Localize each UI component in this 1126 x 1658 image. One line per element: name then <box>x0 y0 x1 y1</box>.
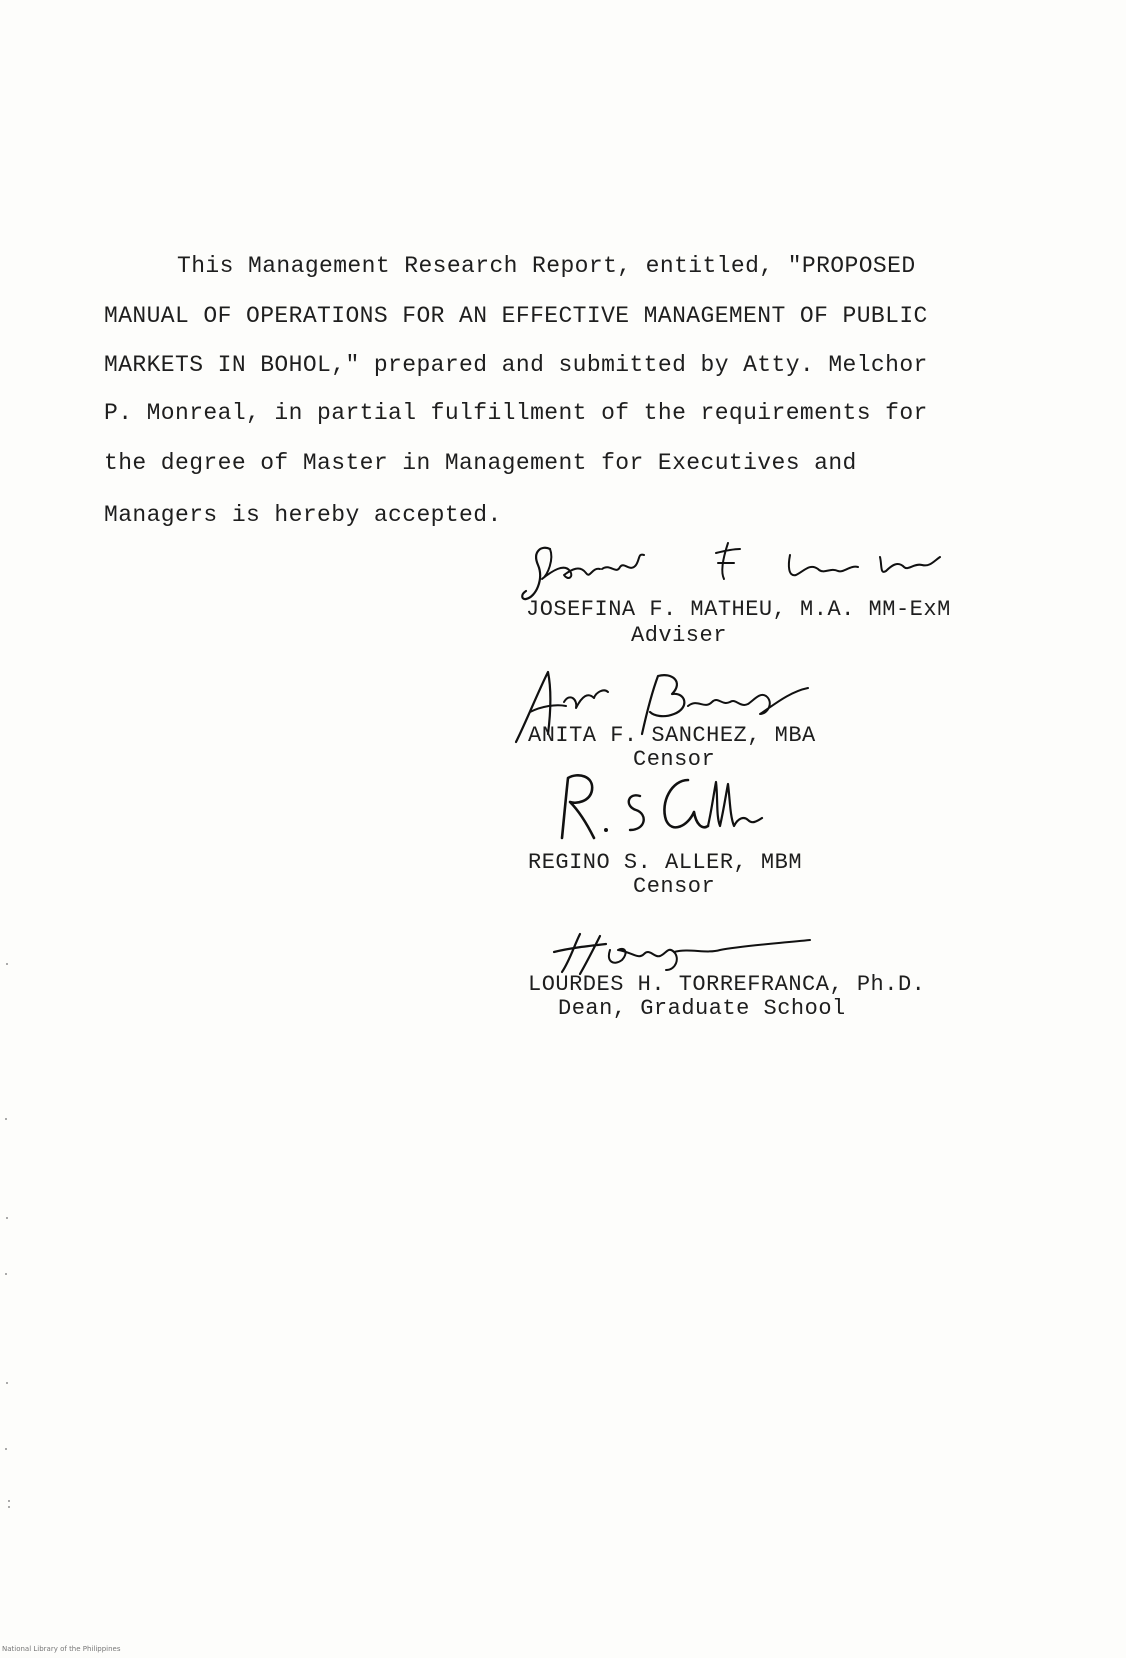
paragraph-line: MANUAL OF OPERATIONS FOR AN EFFECTIVE MANAGEMENT OF PUBLIC <box>104 303 928 329</box>
signatory-role: Censor <box>633 874 716 899</box>
signature-aller <box>548 768 778 848</box>
scan-speck <box>6 1217 8 1219</box>
scan-speck <box>5 1448 7 1450</box>
signatory-name: ANITA F. SANCHEZ, MBA <box>528 723 816 748</box>
scan-speck <box>8 1500 10 1502</box>
signatory-role: Adviser <box>631 623 727 648</box>
footer-watermark: National Library of the Philippines <box>2 1645 121 1653</box>
paragraph-line: the degree of Master in Management for Executives and <box>104 450 857 476</box>
signatory-name: JOSEFINA F. MATHEU, M.A. MM-ExM <box>526 597 951 622</box>
scan-speck <box>6 963 8 965</box>
scan-speck <box>5 1118 7 1120</box>
scan-speck <box>5 1273 7 1275</box>
signatory-role: Dean, Graduate School <box>558 996 846 1021</box>
signatory-role: Censor <box>633 747 716 772</box>
paragraph-line: This Management Research Report, entitled, "PROPOSED <box>177 253 916 279</box>
signatory-name: LOURDES H. TORREFRANCA, Ph.D. <box>528 972 926 997</box>
paragraph-line: P. Monreal, in partial fulfillment of the requirements for <box>104 400 928 426</box>
signatory-name: REGINO S. ALLER, MBM <box>528 850 803 875</box>
scan-speck <box>8 1506 10 1508</box>
paragraph-line: MARKETS IN BOHOL," prepared and submitted by Atty. Melchor <box>104 352 928 378</box>
scan-speck <box>6 1382 8 1384</box>
paragraph-line: Managers is hereby accepted. <box>104 502 502 528</box>
